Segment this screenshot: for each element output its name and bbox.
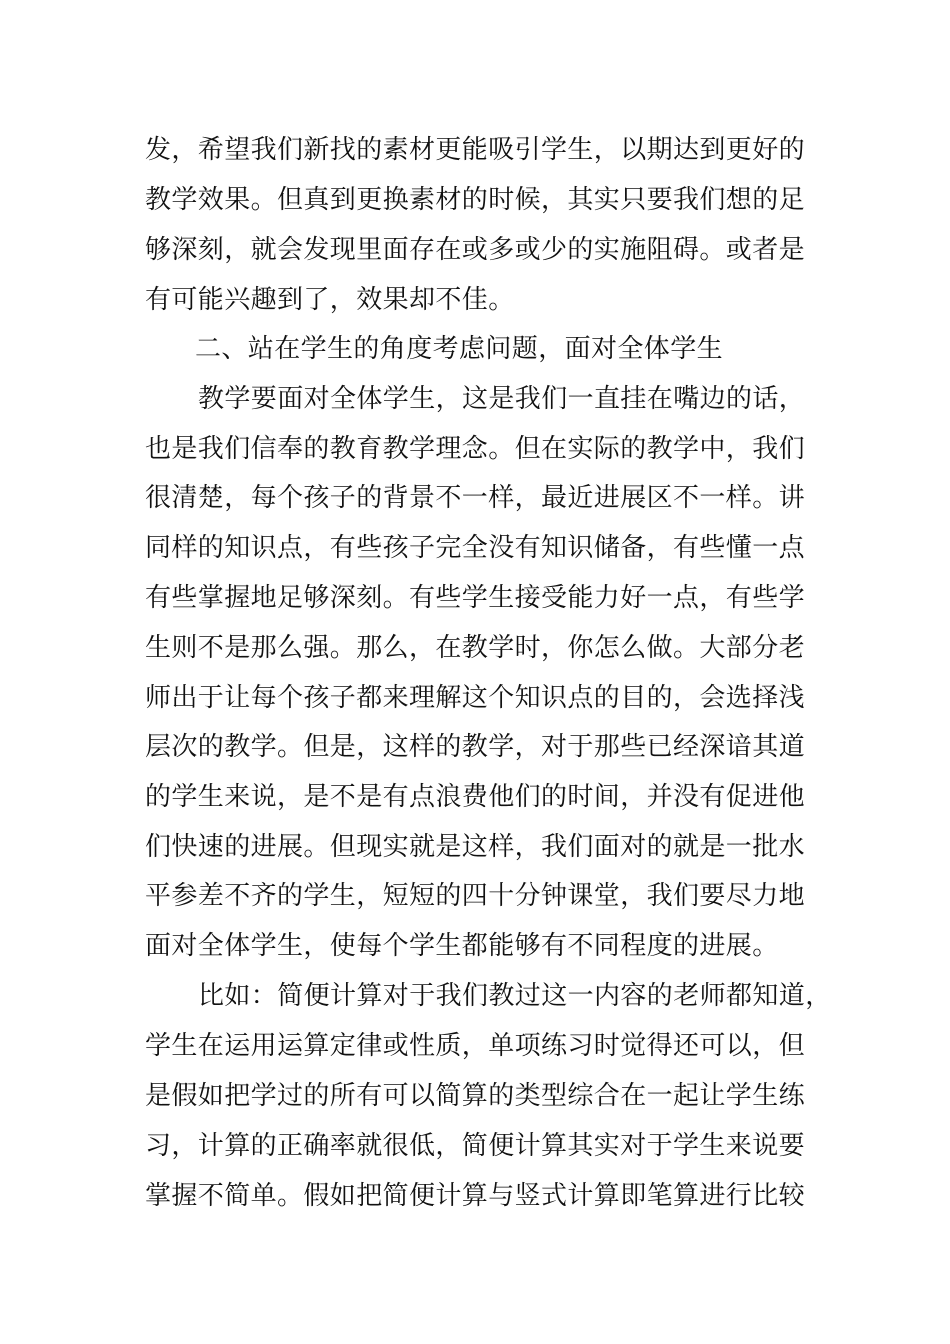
text-line: 们快速的进展。但现实就是这样，我们面对的就是一批水 <box>145 832 806 862</box>
section-heading: 二、站在学生的角度考虑问题，面对全体学生 <box>195 334 724 364</box>
text-line: 习，计算的正确率就很低，简便计算其实对于学生来说要 <box>145 1131 806 1161</box>
paragraph-first-line: 教学要面对全体学生，这是我们一直挂在嘴边的话， <box>198 384 806 414</box>
text-line: 够深刻，就会发现里面存在或多或少的实施阻碍。或者是 <box>145 235 806 265</box>
text-line: 有些掌握地足够深刻。有些学生接受能力好一点，有些学 <box>145 583 806 613</box>
text-line: 也是我们信奉的教育教学理念。但在实际的教学中，我们 <box>145 434 806 464</box>
text-line: 层次的教学。但是，这样的教学，对于那些已经深谙其道 <box>145 732 806 762</box>
text-line: 学生在运用运算定律或性质，单项练习时觉得还可以，但 <box>145 1031 806 1061</box>
text-line: 平参差不齐的学生，短短的四十分钟课堂，我们要尽力地 <box>145 881 806 911</box>
text-line: 的学生来说，是不是有点浪费他们的时间，并没有促进他 <box>145 782 806 812</box>
paragraph-first-line: 比如：简便计算对于我们教过这一内容的老师都知道， <box>198 981 832 1011</box>
text-line: 是假如把学过的所有可以简算的类型综合在一起让学生练 <box>145 1081 806 1111</box>
text-line: 生则不是那么强。那么，在教学时，你怎么做。大部分老 <box>145 633 806 663</box>
text-line: 很清楚，每个孩子的背景不一样，最近进展区不一样。讲 <box>145 483 806 513</box>
text-line: 掌握不简单。假如把简便计算与竖式计算即笔算进行比较 <box>145 1181 806 1211</box>
text-line: 面对全体学生，使每个学生都能够有不同程度的进展。 <box>145 931 779 961</box>
text-line: 同样的知识点，有些孩子完全没有知识储备，有些懂一点 <box>145 533 806 563</box>
text-line: 发，希望我们新找的素材更能吸引学生，以期达到更好的 <box>145 135 806 165</box>
text-line: 有可能兴趣到了，效果却不佳。 <box>145 285 515 315</box>
text-line: 师出于让每个孩子都来理解这个知识点的目的，会选择浅 <box>145 683 806 713</box>
text-line: 教学效果。但真到更换素材的时候，其实只要我们想的足 <box>145 185 806 215</box>
